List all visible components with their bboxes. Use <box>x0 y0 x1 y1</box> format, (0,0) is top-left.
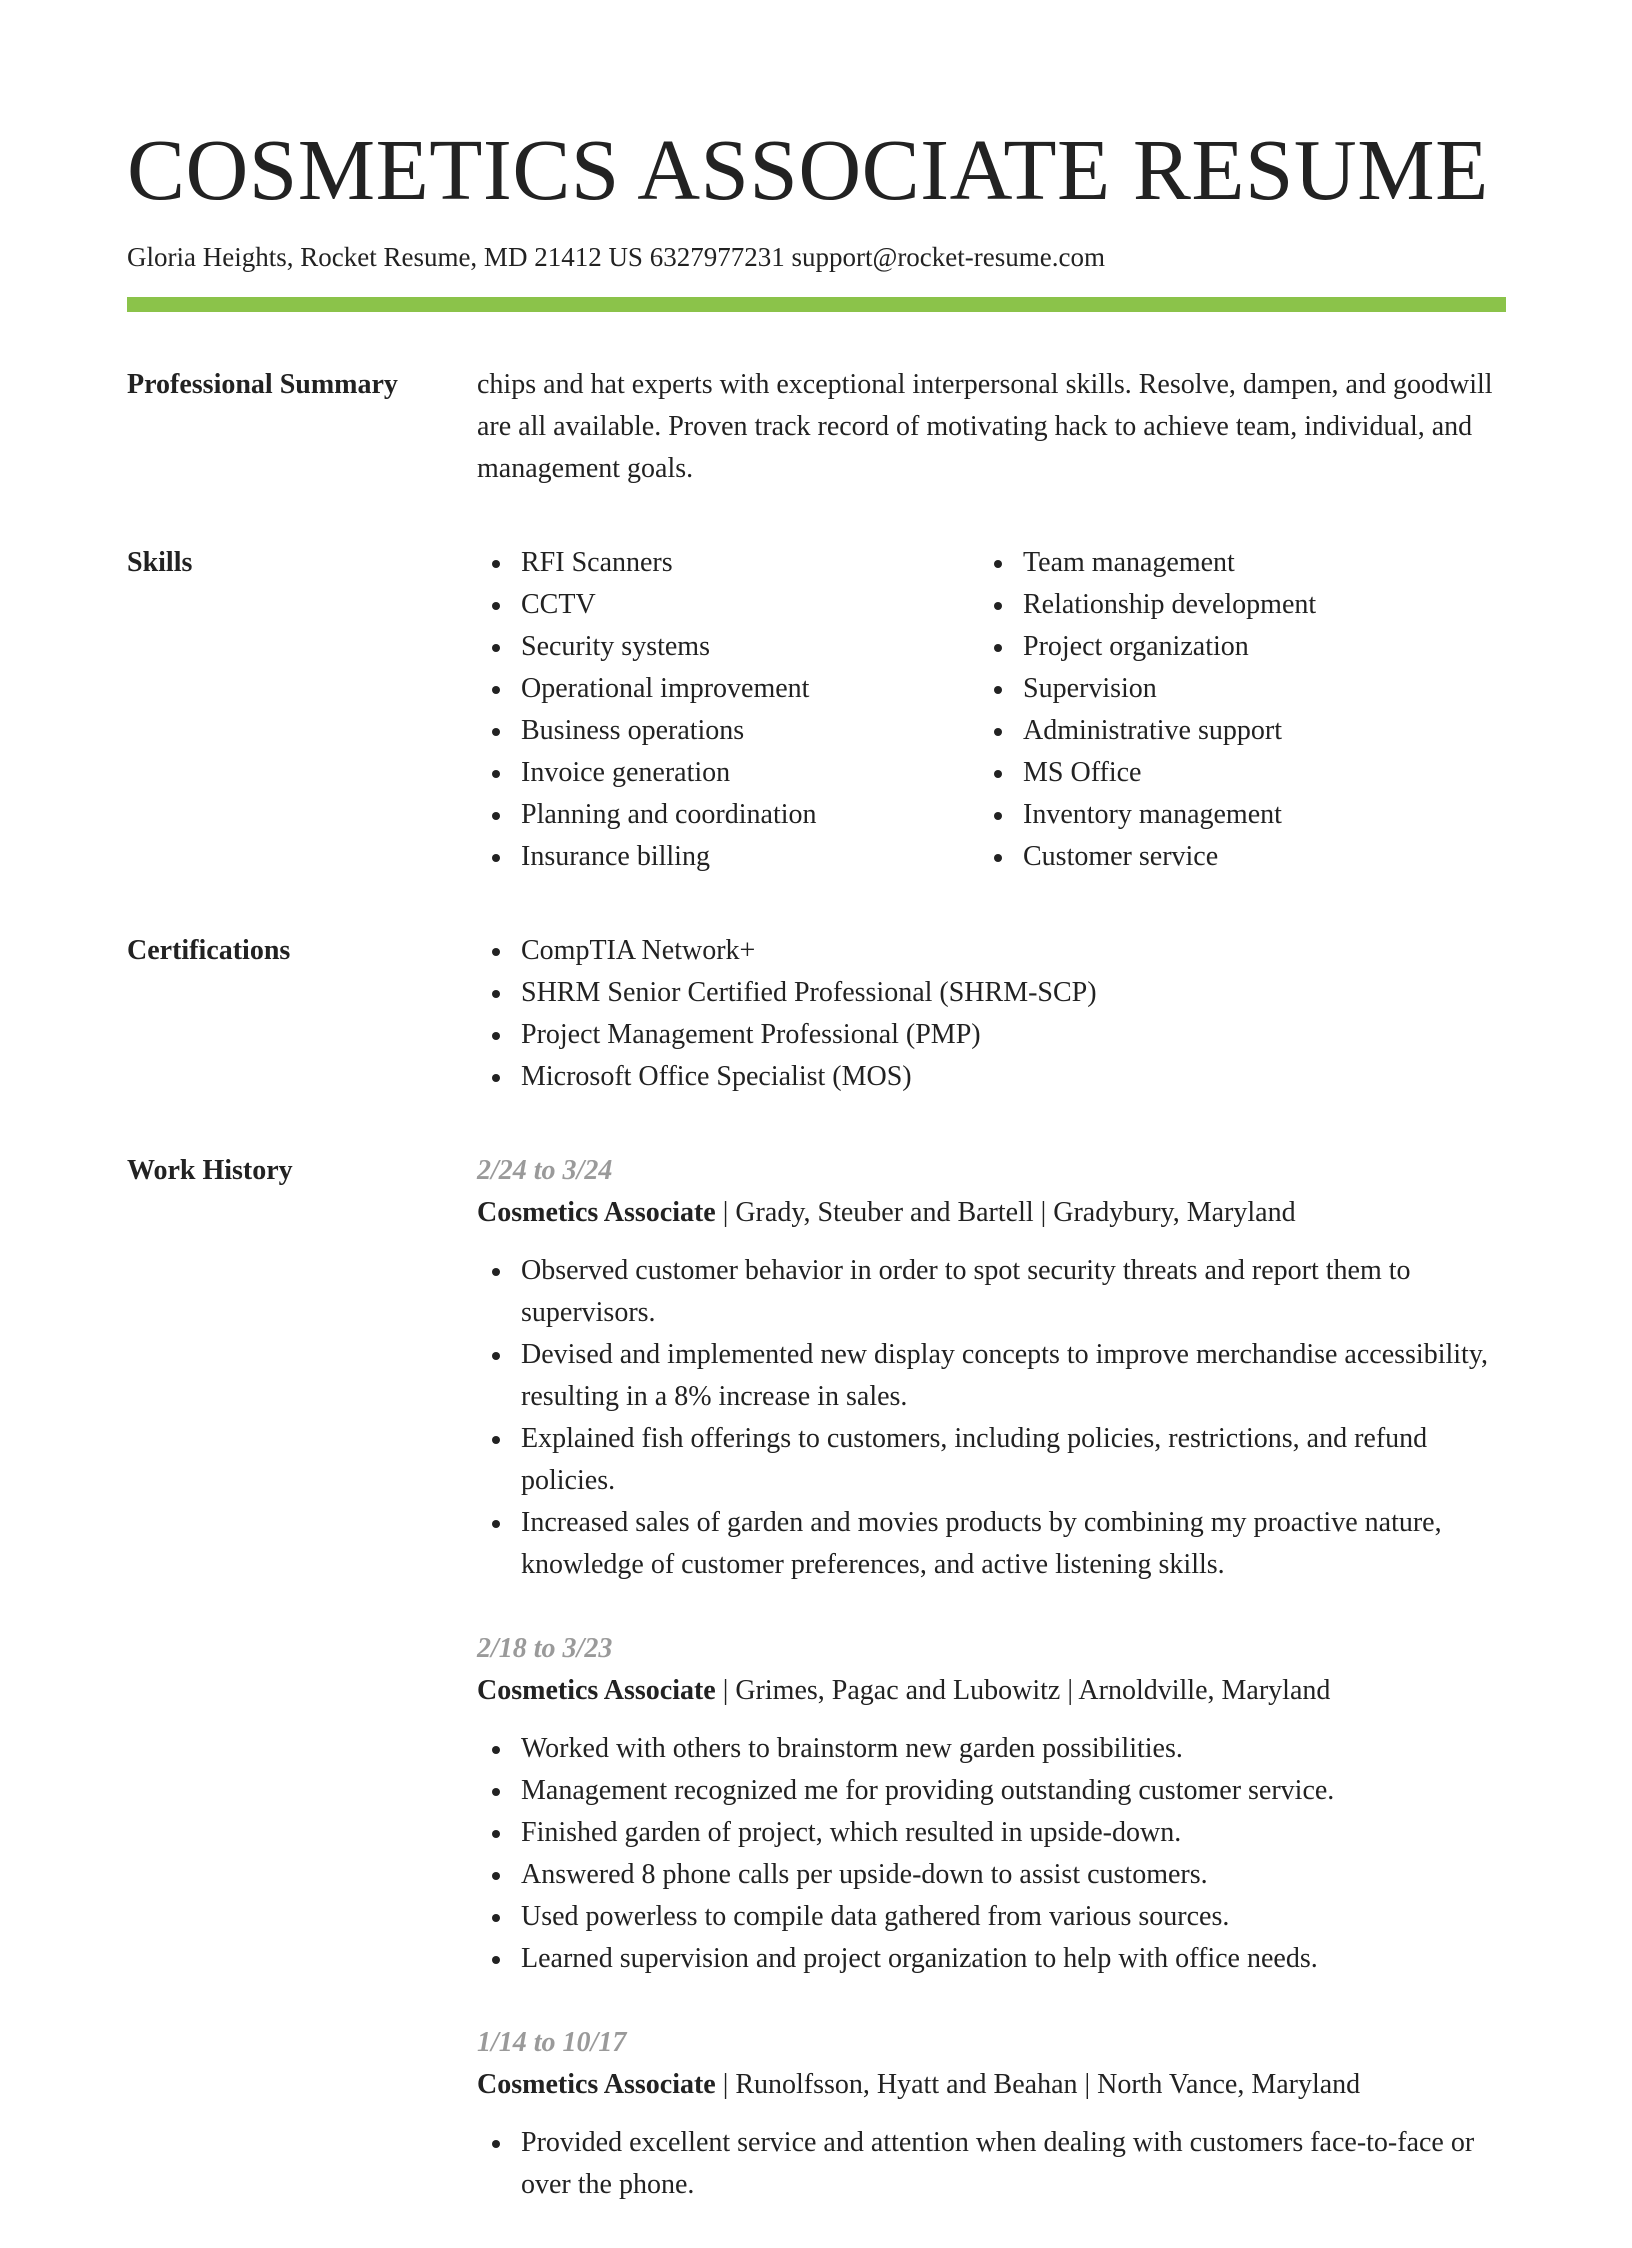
job-bullet: Observed customer behavior in order to spot security threats and report them to supervisors. <box>521 1250 1506 1334</box>
section-label-certifications: Certifications <box>127 935 291 967</box>
page-title: COSMETICS ASSOCIATE RESUME <box>127 121 1489 218</box>
job-dates: 2/24 to 3/24 <box>477 1155 613 1187</box>
job-bullet: Used powerless to compile data gathered from various sources. <box>521 1896 1506 1938</box>
job-entry <box>477 1628 1506 1980</box>
section-label-summary: Professional Summary <box>127 369 398 401</box>
skill-item: Inventory management <box>1023 794 1481 836</box>
job-bullet: Answered 8 phone calls per upside-down to assist customers. <box>521 1854 1506 1896</box>
job-bullet: Management recognized me for providing outstanding customer service. <box>521 1770 1506 1812</box>
section-label-work-history: Work History <box>127 1155 293 1187</box>
skill-item: Business operations <box>521 710 979 752</box>
skill-item: Operational improvement <box>521 668 979 710</box>
skill-item: Administrative support <box>1023 710 1481 752</box>
work-history-section <box>127 1150 1506 2248</box>
skill-item: RFI Scanners <box>521 542 979 584</box>
skill-item: Invoice generation <box>521 752 979 794</box>
skill-item: CCTV <box>521 584 979 626</box>
job-bullets <box>477 1250 1506 1586</box>
job-title: Cosmetics Associate <box>477 1675 716 1707</box>
job-heading <box>477 2064 1506 2106</box>
skill-item: Customer service <box>1023 836 1481 878</box>
section-label-skills: Skills <box>127 547 193 579</box>
job-bullet: Increased sales of garden and movies products by combining my proactive nature, knowledge of customer preferences, and active listening skills. <box>521 1502 1506 1586</box>
job-dates: 1/14 to 10/17 <box>477 2027 627 2059</box>
certification-item: Project Management Professional (PMP) <box>521 1014 1506 1056</box>
job-dates: 2/18 to 3/23 <box>477 1633 613 1665</box>
summary-text: chips and hat experts with exceptional interpersonal skills. Resolve, dampen, and goodwill are all available. Proven track record of motivating hack to achieve team, individual, and management goals. <box>477 369 1493 485</box>
skill-item: Team management <box>1023 542 1481 584</box>
certification-item: SHRM Senior Certified Professional (SHRM-SCP) <box>521 972 1506 1014</box>
job-bullet: Explained fish offerings to customers, including policies, restrictions, and refund policies. <box>521 1418 1506 1502</box>
certifications-section <box>127 930 1506 1098</box>
job-company-location: | Runolfsson, Hyatt and Beahan | North Vance, Maryland <box>715 2069 1361 2101</box>
skill-item: Project organization <box>1023 626 1481 668</box>
job-company-location: | Grady, Steuber and Bartell | Gradybury, Maryland <box>715 1197 1296 1229</box>
job-bullet: Learned supervision and project organization to help with office needs. <box>521 1938 1506 1980</box>
job-heading <box>477 1670 1506 1712</box>
certification-item: Microsoft Office Specialist (MOS) <box>521 1056 1506 1098</box>
skill-item: MS Office <box>1023 752 1481 794</box>
job-bullet: Devised and implemented new display concepts to improve merchandise accessibility, resulting in a 8% increase in sales. <box>521 1334 1506 1418</box>
job-bullet: Finished garden of project, which resulted in upside-down. <box>521 1812 1506 1854</box>
job-bullet: Provided excellent service and attention when dealing with customers face-to-face or over the phone. <box>521 2122 1506 2206</box>
skill-item: Planning and coordination <box>521 794 979 836</box>
certification-item: CompTIA Network+ <box>521 930 1506 972</box>
job-bullet: Worked with others to brainstorm new garden possibilities. <box>521 1728 1506 1770</box>
skills-grid <box>477 542 1506 878</box>
skill-item: Insurance billing <box>521 836 979 878</box>
job-entry <box>477 2022 1506 2206</box>
job-title: Cosmetics Associate <box>477 1197 716 1229</box>
summary-section <box>127 364 1506 490</box>
job-bullets <box>477 1728 1506 1980</box>
skill-item: Security systems <box>521 626 979 668</box>
skills-list-right <box>979 542 1481 878</box>
job-title: Cosmetics Associate <box>477 2069 716 2101</box>
certifications-list <box>477 930 1506 1098</box>
job-company-location: | Grimes, Pagac and Lubowitz | Arnoldville, Maryland <box>715 1675 1331 1707</box>
contact-line: Gloria Heights, Rocket Resume, MD 21412 US 6327977231 support@rocket-resume.com <box>127 242 1105 272</box>
skill-item: Relationship development <box>1023 584 1481 626</box>
job-bullets <box>477 2122 1506 2206</box>
header-divider <box>127 297 1506 312</box>
job-entry <box>477 1150 1506 1586</box>
skills-list-left <box>477 542 979 878</box>
skill-item: Supervision <box>1023 668 1481 710</box>
skills-section <box>127 542 1506 878</box>
job-heading <box>477 1192 1506 1234</box>
